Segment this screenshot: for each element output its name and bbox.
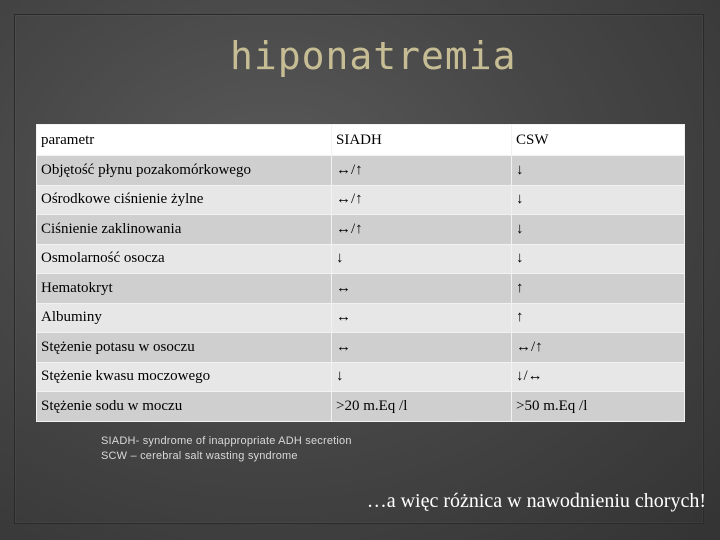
row-parameter-cell: Ośrodkowe ciśnienie żylne <box>37 185 332 215</box>
table-row <box>37 156 685 186</box>
footnote-csw: SCW – cerebral salt wasting syndrome <box>101 450 298 462</box>
row-csw-cell: ↓ <box>512 244 685 274</box>
row-siadh-cell: >20 m.Eq /l <box>332 392 512 422</box>
comparison-table <box>36 124 685 422</box>
row-siadh-cell: ↓ <box>332 362 512 392</box>
slide-title: hiponatremia <box>230 34 517 78</box>
row-csw-cell: ↑ <box>512 274 685 304</box>
header-cell-parameter: parametr <box>37 125 332 156</box>
row-parameter-cell: Stężenie kwasu moczowego <box>37 362 332 392</box>
row-csw-cell: ↔/↑ <box>512 333 685 363</box>
header-cell-siadh: SIADH <box>332 125 512 156</box>
row-csw-cell: ↓ <box>512 185 685 215</box>
row-csw-cell: ↓ <box>512 156 685 186</box>
table-row <box>37 392 685 422</box>
row-siadh-cell: ↔/↑ <box>332 215 512 245</box>
row-siadh-cell: ↔ <box>332 333 512 363</box>
footnote-siadh: SIADH- syndrome of inappropriate ADH secretion <box>101 435 352 447</box>
row-csw-cell: ↓/↔ <box>512 362 685 392</box>
row-parameter-cell: Ciśnienie zaklinowania <box>37 215 332 245</box>
conclusion-text: …a więc różnica w nawodnieniu chorych! <box>366 490 706 512</box>
row-siadh-cell: ↔/↑ <box>332 185 512 215</box>
row-parameter-cell: Objętość płynu pozakomórkowego <box>37 156 332 186</box>
abbreviations-footnote <box>101 434 352 464</box>
row-siadh-cell: ↔ <box>332 274 512 304</box>
row-parameter-cell: Osmolarność osocza <box>37 244 332 274</box>
table-header-row <box>37 125 685 156</box>
row-parameter-cell: Stężenie sodu w moczu <box>37 392 332 422</box>
row-siadh-cell: ↔/↑ <box>332 156 512 186</box>
row-siadh-cell: ↓ <box>332 244 512 274</box>
table-row <box>37 333 685 363</box>
table-row <box>37 215 685 245</box>
row-parameter-cell: Albuminy <box>37 303 332 333</box>
row-csw-cell: ↓ <box>512 215 685 245</box>
row-csw-cell: ↑ <box>512 303 685 333</box>
row-siadh-cell: ↔ <box>332 303 512 333</box>
table-row <box>37 244 685 274</box>
row-csw-cell: >50 m.Eq /l <box>512 392 685 422</box>
row-parameter-cell: Hematokryt <box>37 274 332 304</box>
table-row <box>37 303 685 333</box>
header-cell-csw: CSW <box>512 125 685 156</box>
table-row <box>37 274 685 304</box>
table-row <box>37 362 685 392</box>
table-row <box>37 185 685 215</box>
row-parameter-cell: Stężenie potasu w osoczu <box>37 333 332 363</box>
